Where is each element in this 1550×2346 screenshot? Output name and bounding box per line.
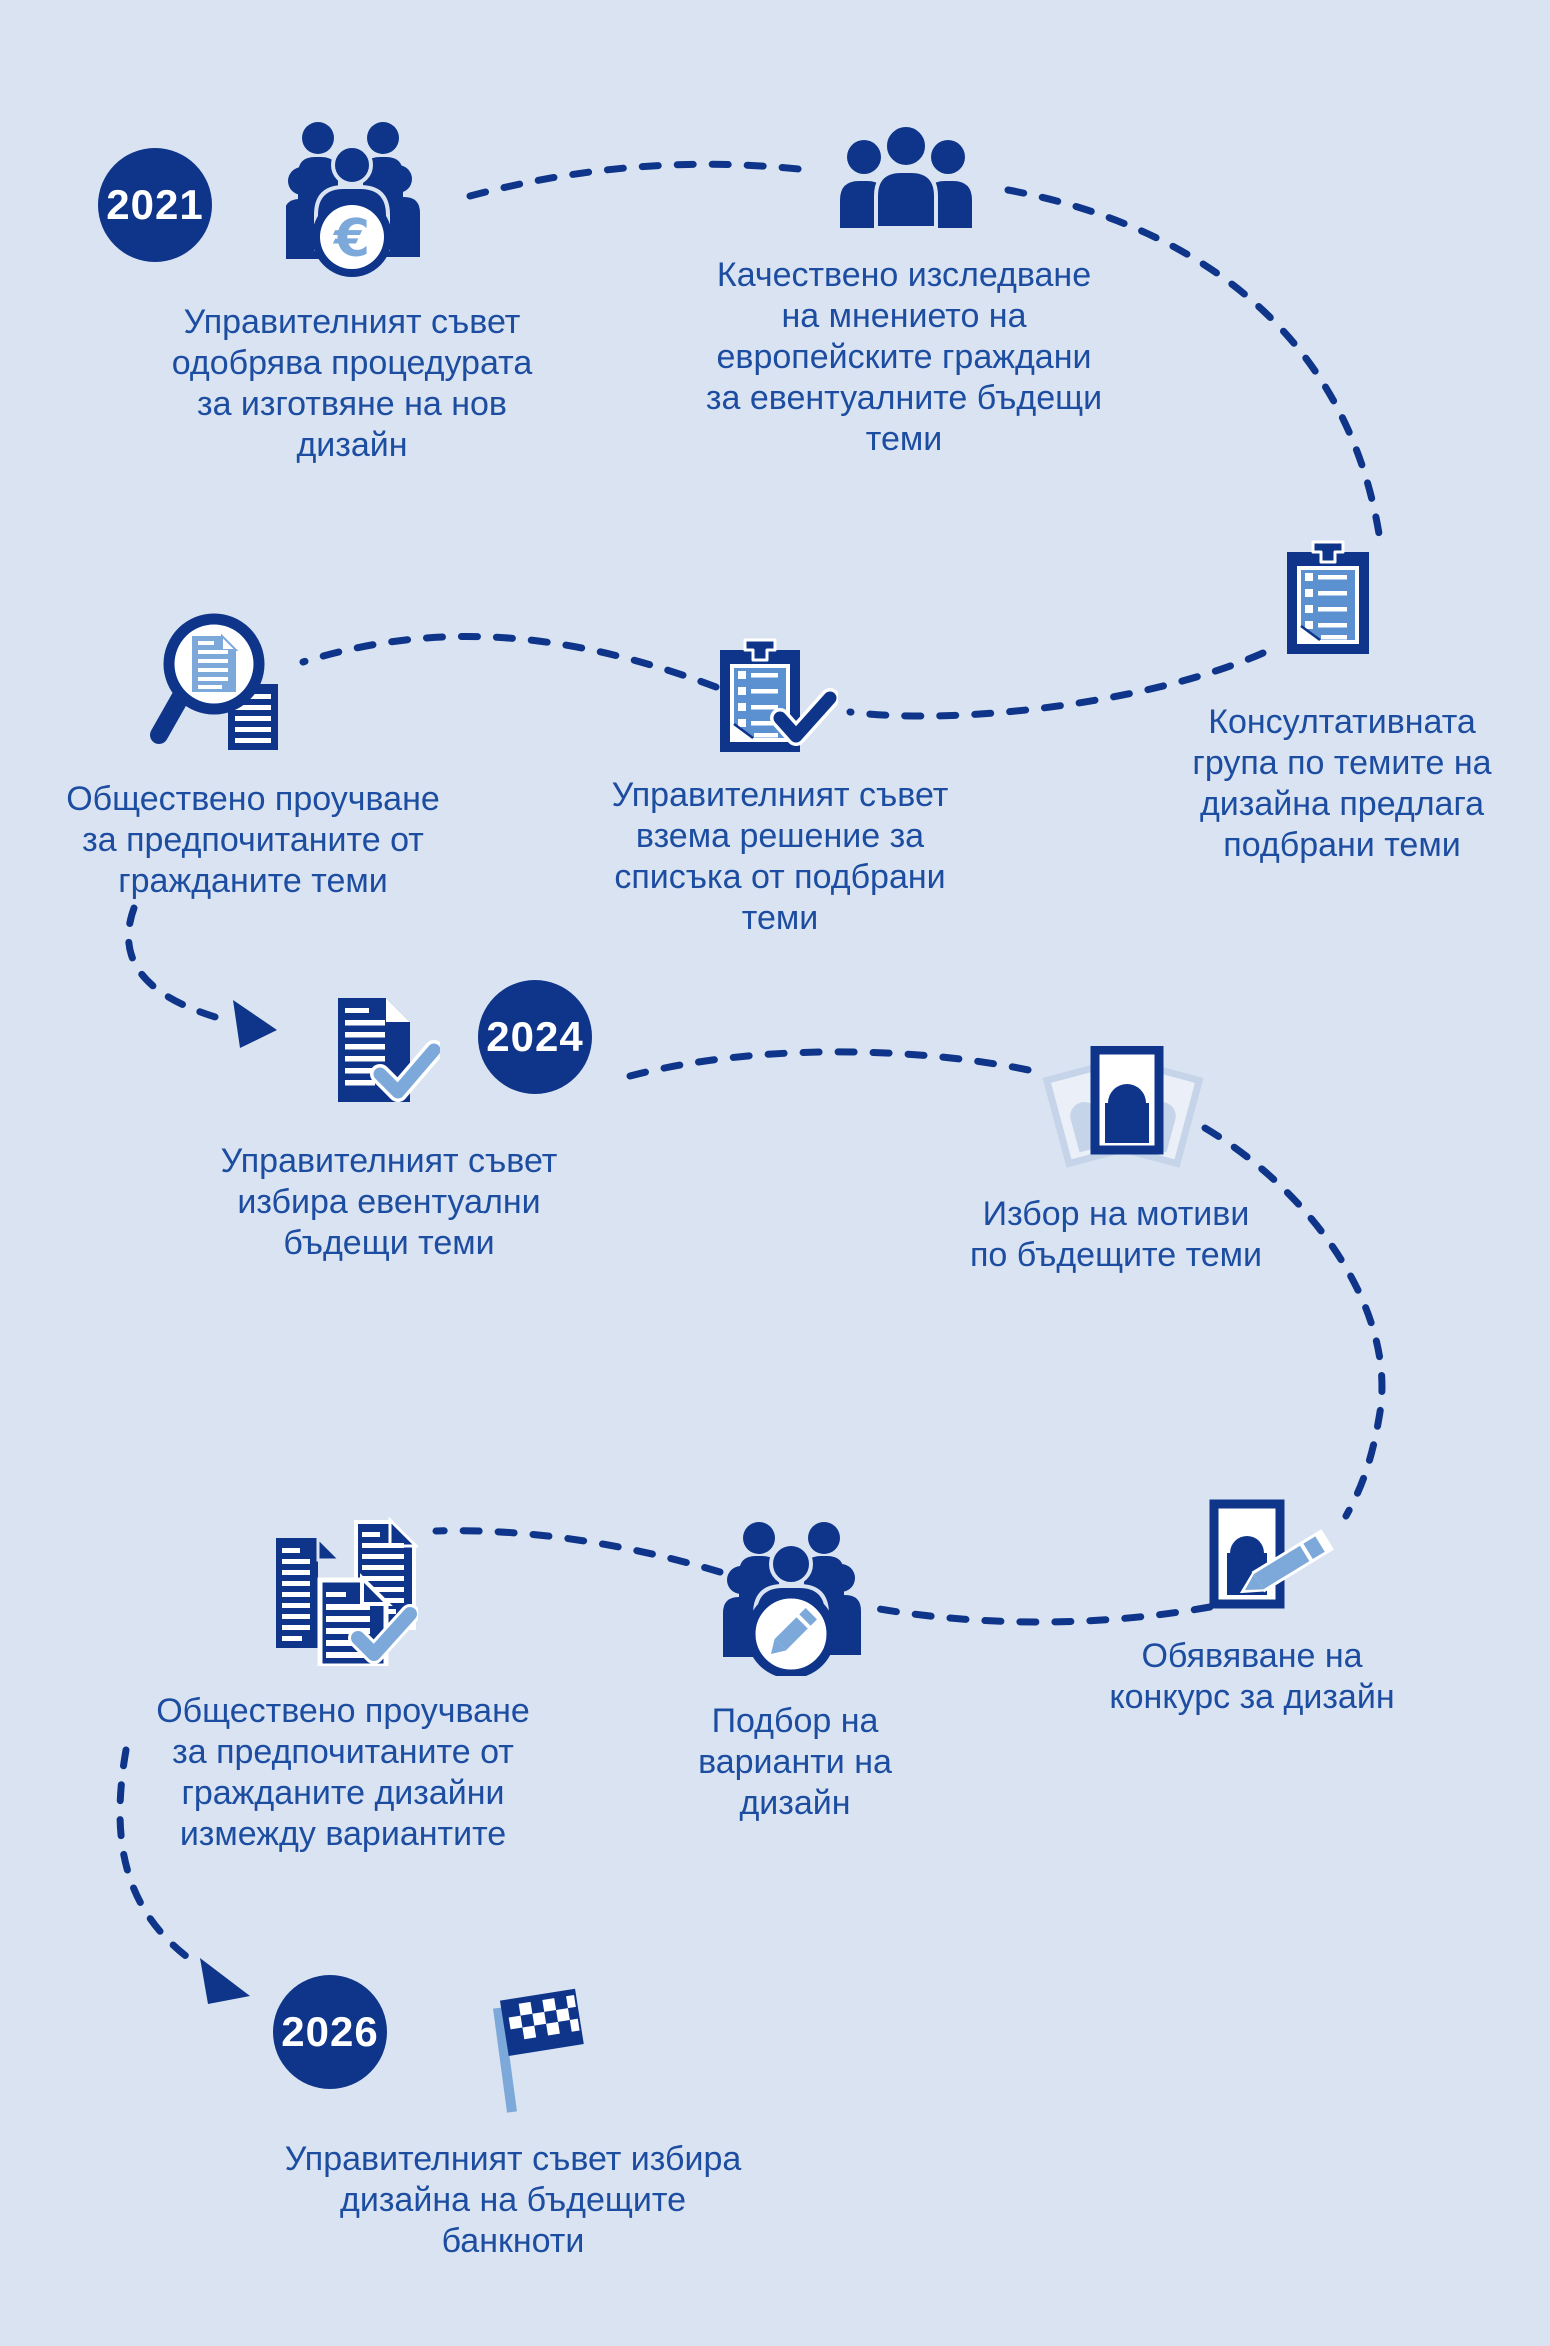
label-line: за изготвяне на нов (196, 385, 508, 423)
step-label-advisory-group (1192, 702, 1491, 866)
label-line: списъка от подбрани (614, 858, 946, 896)
label-line: Обществено проучване (66, 780, 440, 818)
label-line: дизайна на бъдещите (339, 2181, 686, 2219)
connector-6 (630, 1052, 1038, 1076)
step-label-motif-selection (970, 1194, 1262, 1276)
documents-check-icon (268, 1516, 418, 1666)
label-line: Консултативната (1208, 703, 1476, 741)
step-label-public-survey-themes (66, 779, 440, 902)
milestone-year: 2026 (281, 2008, 379, 2055)
label-line: банкноти (441, 2222, 585, 2260)
label-line: гражданите дизайни (181, 1774, 505, 1812)
connector-4 (303, 636, 716, 687)
label-line: конкурс за дизайн (1109, 1678, 1395, 1716)
label-line: Управителният съвет избира (284, 2140, 742, 2178)
magnifier-document-icon (142, 608, 284, 756)
people-euro-icon (286, 115, 422, 285)
finish-flag-icon (482, 1986, 592, 2118)
step-label-qualitative-research (706, 255, 1102, 460)
label-line: Обществено проучване (156, 1692, 530, 1730)
label-line: Избор на мотиви (982, 1195, 1250, 1233)
milestone-2026-badge (273, 1975, 387, 2089)
label-line: избира евентуални (237, 1183, 541, 1221)
step-label-design-contest (1109, 1636, 1394, 1718)
connector-1 (470, 164, 808, 196)
step-label-approve-procedure (172, 302, 532, 466)
milestone-year: 2021 (106, 181, 204, 228)
label-line: европейските граждани (716, 338, 1092, 376)
milestone-2024-badge (478, 980, 592, 1094)
label-line: Обявяване на (1141, 1637, 1363, 1675)
step-label-final-decision (285, 2139, 742, 2262)
label-line: одобрява процедурата (171, 344, 533, 382)
people-group-icon (838, 124, 974, 228)
label-line: за предпочитаните от (172, 1733, 514, 1771)
label-line: теми (865, 420, 943, 458)
arrowhead-to-2024 (233, 1000, 277, 1048)
label-line: Управителният съвет (611, 776, 949, 814)
step-label-council-shortlist (612, 775, 949, 939)
step-label-design-options (698, 1701, 892, 1824)
document-check-icon (336, 996, 440, 1108)
label-line: на мнението на (781, 297, 1027, 335)
label-line: гражданите теми (118, 862, 388, 900)
step-label-public-survey-designs (156, 1691, 530, 1855)
label-line: Качествено изследване (716, 256, 1092, 294)
connector-9 (436, 1531, 720, 1572)
label-line: група по темите на (1192, 744, 1492, 782)
label-line: варианти на (698, 1743, 892, 1781)
connector-5 (129, 908, 222, 1019)
magnifier-handle (159, 698, 180, 735)
label-line: по бъдещите теми (969, 1236, 1263, 1274)
milestone-year: 2024 (486, 1013, 584, 1060)
label-line: подбрани теми (1223, 826, 1461, 864)
label-line: Подбор на (711, 1702, 879, 1740)
label-line: дизайн (739, 1784, 851, 1822)
step-label-council-selects-themes (221, 1141, 558, 1264)
connector-7 (1205, 1128, 1382, 1516)
people-pencil-icon (723, 1518, 867, 1676)
label-line: измежду вариантите (179, 1815, 507, 1853)
label-line: дизайн (296, 426, 408, 464)
label-line: Управителният съвет (183, 303, 521, 341)
connector-8 (868, 1607, 1210, 1622)
label-line: бъдещи теми (283, 1224, 495, 1262)
pictures-icon (1038, 1046, 1208, 1168)
label-line: взема решение за (635, 817, 925, 855)
euro-sign: € (333, 209, 371, 269)
label-line: теми (741, 899, 819, 937)
arrowhead-to-2026 (200, 1958, 250, 2004)
clipboard-check-icon (718, 638, 838, 756)
checkered-flag (500, 1989, 584, 2056)
label-line: дизайна предлага (1199, 785, 1485, 823)
picture-pencil-icon (1208, 1498, 1338, 1613)
milestone-2021-badge (98, 148, 212, 262)
clipboard-list-icon (1285, 540, 1371, 656)
label-line: за евентуалните бъдещи (705, 379, 1103, 417)
label-line: Управителният съвет (220, 1142, 558, 1180)
label-line: за предпочитаните от (82, 821, 424, 859)
